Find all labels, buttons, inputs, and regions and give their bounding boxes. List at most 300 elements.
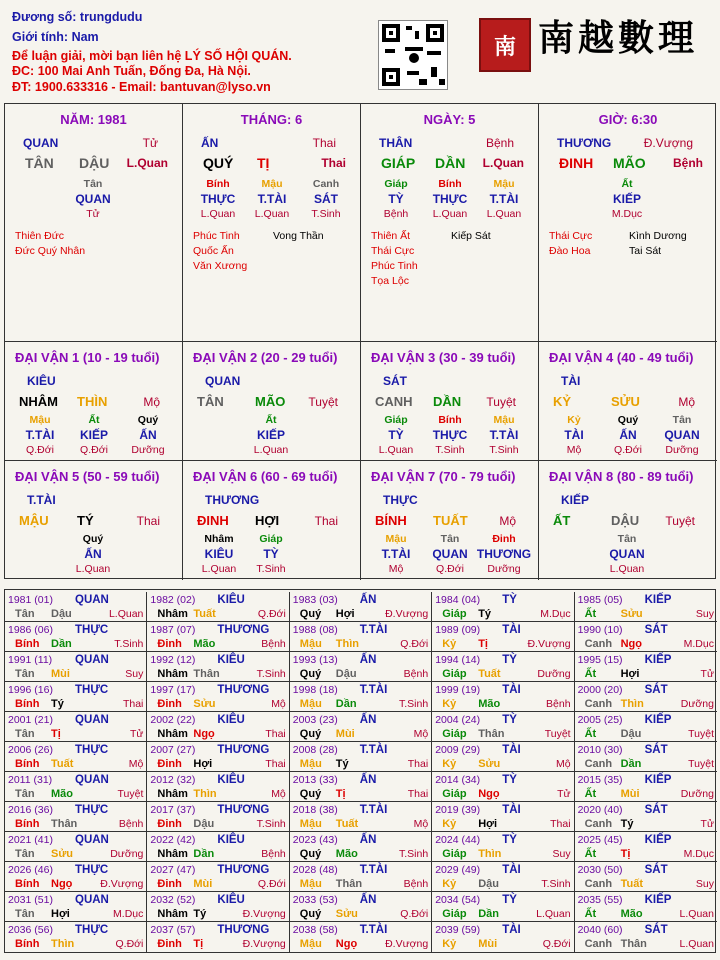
year-stage: Q.Đới [115,938,144,950]
year-cell[interactable] [290,772,432,802]
year-ten-god: THƯƠNG [217,624,270,636]
header [0,0,720,100]
year-cell[interactable] [5,862,147,892]
year-stem: Nhâm [157,848,188,860]
auspicious-star: Đức Quý Nhân [15,245,86,257]
auspicious-star: Tọa Lộc [371,275,409,287]
branch-stage: Thai [136,514,160,528]
year-stem: Canh [584,638,613,650]
year-cell[interactable] [5,652,147,682]
year-branch: Sửu [478,758,501,770]
year-cell[interactable] [5,742,147,772]
year-cell[interactable] [147,712,289,742]
year-cell[interactable] [575,772,717,802]
hidden-stem: Tân [440,533,460,545]
year-cell[interactable] [290,622,432,652]
year-cell[interactable] [290,892,432,922]
year-stem: Giáp [442,848,467,860]
year-cell[interactable] [575,622,717,652]
year-cell[interactable] [290,652,432,682]
year-label: 1982 (02) [150,594,196,606]
year-branch: Mùi [335,728,355,740]
hidden-stem: Giáp [384,178,408,190]
year-stage: Mộ [555,758,571,770]
pillar-title: GIỜ: 6:30 [598,112,658,127]
hidden-stem: Bính [206,178,230,190]
year-cell[interactable] [147,892,289,922]
hidden-stage: T.Sinh [311,208,341,220]
year-cell[interactable] [290,742,432,772]
year-branch: Ngọ [335,938,358,950]
year-stage: Q.Đới [400,638,429,650]
year-cell[interactable] [290,922,432,952]
year-label: 2015 (35) [577,774,623,786]
year-cell[interactable] [432,802,574,832]
year-branch: Thìn [620,698,644,710]
year-cell[interactable] [5,922,147,952]
year-branch: Thân [51,818,78,830]
year-stem: Quý [299,908,322,920]
year-stage: M.Dục [683,638,714,650]
year-cell[interactable] [575,742,717,772]
dai-van-cell [361,342,539,461]
year-branch: Mão [335,848,358,860]
year-stage: L.Quan [679,908,714,920]
year-ten-god: THƯƠNG [217,804,270,816]
year-branch: Thân [620,938,647,950]
hidden-god: ẤN [619,428,637,442]
year-cell[interactable] [147,922,289,952]
hidden-stage: M.Dục [611,208,643,220]
year-cell[interactable] [5,622,147,652]
year-stem: Kỷ [442,938,457,950]
hidden-stem: Mậu [385,533,407,545]
year-branch: Tuất [620,878,643,890]
year-ten-god: SÁT [644,864,668,876]
auspicious-star: Thái Cực [371,245,415,257]
year-ten-god: SÁT [644,924,668,936]
hidden-stage: L.Quan [432,208,468,220]
year-cell[interactable] [147,592,289,622]
year-cell[interactable] [5,712,147,742]
dai-van-cell [361,461,539,580]
year-stage: Q.Đới [542,938,571,950]
hidden-god: ẤN [139,428,157,442]
year-label: 2025 (45) [577,834,623,846]
year-branch: Tị [478,638,488,650]
heavenly-stem: MẬU [19,513,49,528]
year-stem: Mậu [299,758,322,770]
year-cell[interactable] [575,592,717,622]
year-ten-god: TÀI [502,624,521,636]
year-cell[interactable] [575,862,717,892]
year-stem: Nhâm [157,908,188,920]
year-label: 1986 (06) [8,624,53,636]
year-stem: Giáp [442,788,467,800]
branch-stage: Thai [314,514,338,528]
earthly-branch: TUẤT [433,513,468,528]
year-label: 1998 (18) [292,684,338,696]
earthly-branch: TÝ [77,513,94,528]
earthly-branch: DẬU [611,513,640,528]
year-cell[interactable] [290,592,432,622]
year-cell[interactable] [432,892,574,922]
dai-van-cell [539,342,717,461]
year-stem: Tân [15,608,35,620]
year-ten-god: QUAN [75,594,109,606]
hidden-stem: Ất [88,414,100,426]
year-stem: Kỷ [442,818,457,830]
hidden-god: SÁT [314,192,338,206]
earthly-branch: MÃO [613,155,646,171]
hidden-stage: T.Sinh [435,444,465,456]
hidden-god: THỰC [432,192,468,206]
ten-god-label: THƯƠNG [205,493,260,507]
hidden-stem: Ất [265,414,277,426]
year-stem: Đinh [157,698,182,710]
hidden-stem: Nhâm [204,533,234,545]
year-stage: Suy [695,608,714,620]
year-stem: Canh [584,758,613,770]
hidden-stem: Đinh [492,533,516,545]
year-stem: Ất [584,848,597,860]
year-stem: Mậu [299,878,322,890]
hidden-stage: Dưỡng [665,444,699,456]
year-ten-god: TỲ [502,894,517,906]
year-cell[interactable] [575,652,717,682]
year-branch: Ngọ [620,638,642,650]
year-cell[interactable] [575,922,717,952]
year-branch: Thân [193,668,220,680]
hidden-stage: L.Quan [200,208,236,220]
earthly-branch: TỊ [257,155,270,171]
year-label: 2014 (34) [435,774,481,786]
hidden-stage: Mộ [388,563,404,575]
year-branch: Dần [51,638,72,650]
year-cell[interactable] [432,772,574,802]
year-stem: Canh [584,698,613,710]
year-label: 2007 (27) [150,744,196,756]
year-stem: Ất [584,908,597,920]
year-cell[interactable] [147,682,289,712]
year-cell[interactable] [432,682,574,712]
year-branch: Mùi [620,788,640,800]
hidden-god: KIẾP [612,192,642,206]
year-ten-god: QUAN [75,774,109,786]
year-cell[interactable] [575,712,717,742]
ten-god-label: SÁT [383,374,407,388]
year-ten-god: T.TÀI [359,804,388,816]
year-cell[interactable] [147,772,289,802]
year-branch: Mùi [193,878,213,890]
year-cell[interactable] [147,862,289,892]
year-cell[interactable] [5,682,147,712]
year-label: 2030 (50) [577,864,623,876]
branch-stage: Tuyệt [486,395,516,409]
year-stem: Bính [15,818,40,830]
year-ten-god: THỰC [75,804,109,816]
year-cell[interactable] [290,862,432,892]
year-stage: Mộ [413,728,429,740]
life-stage-label: Đ.Vượng [643,136,693,150]
hidden-stage: Q.Đới [614,444,642,456]
year-branch: Tuất [478,668,501,680]
year-stage: M.Dục [683,848,714,860]
hidden-stage: T.Sinh [489,444,519,456]
hidden-god: KIÊU [204,547,234,561]
dai-van-title: ĐẠI VẬN 2 (20 - 29 tuổi) [193,350,338,365]
hidden-god: THƯƠNG [476,547,532,561]
year-stem: Bính [15,878,40,890]
year-ten-god: TỲ [502,774,517,786]
ten-god-label: ẤN [201,136,219,150]
year-label: 2016 (36) [8,804,53,816]
dai-van-title: ĐẠI VẬN 7 (70 - 79 tuổi) [371,469,516,484]
year-stem: Mậu [299,698,322,710]
year-branch: Thân [478,728,505,740]
year-ten-god: TÀI [502,684,521,696]
hidden-god: ẤN [84,547,102,561]
year-label: 2031 (51) [8,894,53,906]
year-ten-god: THƯƠNG [217,864,270,876]
year-branch: Thìn [335,638,360,650]
hidden-stem: Mậu [29,414,51,426]
year-cell[interactable] [575,892,717,922]
year-stem: Giáp [442,668,467,680]
life-stage-label: Bệnh [485,136,514,150]
year-cell[interactable] [290,682,432,712]
year-cell[interactable] [5,772,147,802]
year-cell[interactable] [147,802,289,832]
year-label: 2036 (56) [8,924,53,936]
year-stage: Đ.Vượng [242,938,286,950]
year-cell[interactable] [5,892,147,922]
hidden-stem: Giáp [259,533,283,545]
dai-van-title: ĐẠI VẬN 1 (10 - 19 tuổi) [15,350,160,365]
year-cell[interactable] [290,832,432,862]
year-stem: Quý [299,728,322,740]
year-stem: Mậu [299,638,322,650]
year-cell[interactable] [575,832,717,862]
year-ten-god: SÁT [644,684,668,696]
year-stem: Quý [299,668,322,680]
hidden-stem: Tân [617,533,637,545]
hidden-god: KIẾP [256,428,286,442]
year-label: 1990 (10) [577,624,623,636]
year-label: 2024 (44) [435,834,481,846]
year-branch: Dậu [335,668,357,680]
year-branch: Dần [193,848,215,860]
year-ten-god: KIÊU [217,714,245,726]
dai-van-cell [183,461,361,580]
year-branch: Tuất [335,818,359,830]
year-stem: Quý [299,848,322,860]
year-stage: M.Dục [540,608,571,620]
branch-stage: Bệnh [673,156,703,170]
year-branch: Dậu [620,728,642,740]
year-cell[interactable] [5,592,147,622]
year-cell[interactable] [147,622,289,652]
year-ten-god: QUAN [75,894,109,906]
year-ten-god: QUAN [75,834,109,846]
year-ten-god: T.TÀI [359,924,388,936]
hidden-god: TỲ [388,192,404,206]
year-stage: Bệnh [403,668,429,680]
year-stem: Bính [15,938,40,950]
year-cell[interactable] [432,862,574,892]
year-ten-god: TỲ [502,834,517,846]
year-label: 1999 (19) [435,684,481,696]
year-cell[interactable] [432,832,574,862]
heavenly-stem: NHÂM [19,394,58,409]
year-label: 2023 (43) [292,834,338,846]
hidden-god: T.TÀI [25,428,55,442]
year-label: 2012 (32) [150,774,196,786]
year-stage: Tuyệt [688,728,714,740]
year-cell[interactable] [432,652,574,682]
pillar-cell [361,104,539,342]
year-cell[interactable] [147,742,289,772]
year-ten-god: SÁT [644,624,668,636]
year-stage: Bệnh [403,878,429,890]
year-stem: Bính [15,758,40,770]
year-label: 2027 (47) [150,864,196,876]
earthly-branch: DẦN [433,394,462,409]
dai-van-title: ĐẠI VẬN 3 (30 - 39 tuổi) [371,350,516,365]
year-branch: Hợi [51,908,70,920]
year-stem: Quý [299,788,322,800]
hidden-god: T.TÀI [489,192,519,206]
year-stage: L.Quan [536,908,571,920]
pillar-title: THÁNG: 6 [240,112,303,127]
year-cell[interactable] [5,832,147,862]
pillar-cell [183,104,361,342]
inauspicious-star: Vong Thần [273,230,324,242]
year-stem: Đinh [157,938,182,950]
year-stage: Thai [407,788,429,800]
year-ten-god: SÁT [644,804,668,816]
year-cell[interactable] [290,802,432,832]
year-cell[interactable] [575,802,717,832]
hidden-god: QUAN [609,547,645,561]
phone-email[interactable]: ĐT: 1900.633316 - Email: bantuvan@lyso.vn [12,80,271,94]
year-cell[interactable] [290,712,432,742]
year-label: 2032 (52) [150,894,196,906]
heavenly-stem: TÂN [197,394,224,409]
year-label: 2033 (53) [292,894,338,906]
year-stage: Bệnh [546,698,571,710]
hidden-stage: L.Quan [201,563,237,575]
life-stage-label: Tử [142,136,158,150]
year-stem: Giáp [442,608,467,620]
year-cell[interactable] [147,832,289,862]
year-stage: Dưỡng [537,668,571,680]
address: ĐC: 100 Mai Anh Tuấn, Đống Đa, Hà Nội. [12,64,251,78]
heavenly-stem: BÍNH [375,513,407,528]
year-stem: Quý [299,608,322,620]
auspicious-star: Thái Cực [549,230,593,242]
year-stage: T.Sinh [114,638,144,650]
year-ten-god: KIẾP [644,834,672,846]
hidden-god: QUAN [75,192,111,206]
hidden-stem: Tân [672,414,692,426]
auspicious-star: Phúc Tinh [193,230,240,242]
year-ten-god: T.TÀI [359,744,388,756]
year-label: 2039 (59) [435,924,481,936]
year-stage: Mộ [413,818,429,830]
year-label: 2008 (28) [292,744,338,756]
earthly-branch: MÃO [255,394,286,409]
year-stem: Nhâm [157,668,188,680]
year-cell[interactable] [575,682,717,712]
year-stage: T.Sinh [256,818,286,830]
heavenly-stem: KỶ [553,394,572,409]
year-ten-god: T.TÀI [359,624,388,636]
year-branch: Tị [193,938,204,950]
year-cell[interactable] [147,652,289,682]
year-stem: Nhâm [157,728,188,740]
earthly-branch: THÌN [77,394,108,409]
year-stage: Thai [550,818,571,830]
hidden-god: KIẾP [79,428,109,442]
year-ten-god: ẤN [359,654,377,666]
year-stem: Bính [15,698,40,710]
year-stage: Q.Đới [257,878,286,890]
year-ten-god: KIÊU [217,654,245,666]
year-ten-god: THƯƠNG [217,924,270,936]
branch-stage: Mộ [678,395,695,409]
dai-van-title: ĐẠI VẬN 5 (50 - 59 tuổi) [15,469,160,484]
hidden-stage: Mộ [566,444,582,456]
ten-god-label: TÀI [561,374,581,388]
year-branch: Ngọ [193,728,215,740]
year-stage: Tử [700,668,714,680]
hidden-stage: L.Quan [75,563,111,575]
year-cell[interactable] [432,712,574,742]
year-label: 2005 (25) [577,714,623,726]
year-stem: Giáp [442,908,467,920]
ten-god-label: THÂN [379,136,413,150]
year-label: 2022 (42) [150,834,196,846]
heavenly-stem: QUÝ [203,155,234,171]
qr-code-icon[interactable] [378,20,448,90]
year-label: 2011 (31) [8,774,53,786]
heavenly-stem: GIÁP [381,155,416,171]
hidden-stem: Quý [137,414,159,426]
year-stage: Đ.Vượng [385,608,429,620]
contact-note: Để luận giải, mời bạn liên hệ LÝ SỐ HỘI QUÁN. [12,49,292,63]
year-stem: Tân [15,908,35,920]
year-cell[interactable] [432,592,574,622]
year-cell[interactable] [432,622,574,652]
year-label: 2010 (30) [577,744,623,756]
year-branch: Dậu [478,878,499,890]
year-cell[interactable] [432,742,574,772]
year-cell[interactable] [5,802,147,832]
life-stage-label: Thai [312,136,336,150]
year-stage: T.Sinh [399,848,429,860]
year-label: 2019 (39) [435,804,481,816]
year-stage: Suy [125,668,144,680]
ten-god-label: THƯƠNG [557,136,612,150]
year-stage: Đ.Vượng [527,638,571,650]
year-branch: Hợi [193,758,213,770]
dai-van-cell [539,461,717,580]
year-cell[interactable] [432,922,574,952]
year-stage: Tử [129,728,144,740]
year-branch: Hợi [335,608,355,620]
year-label: 1995 (15) [577,654,623,666]
